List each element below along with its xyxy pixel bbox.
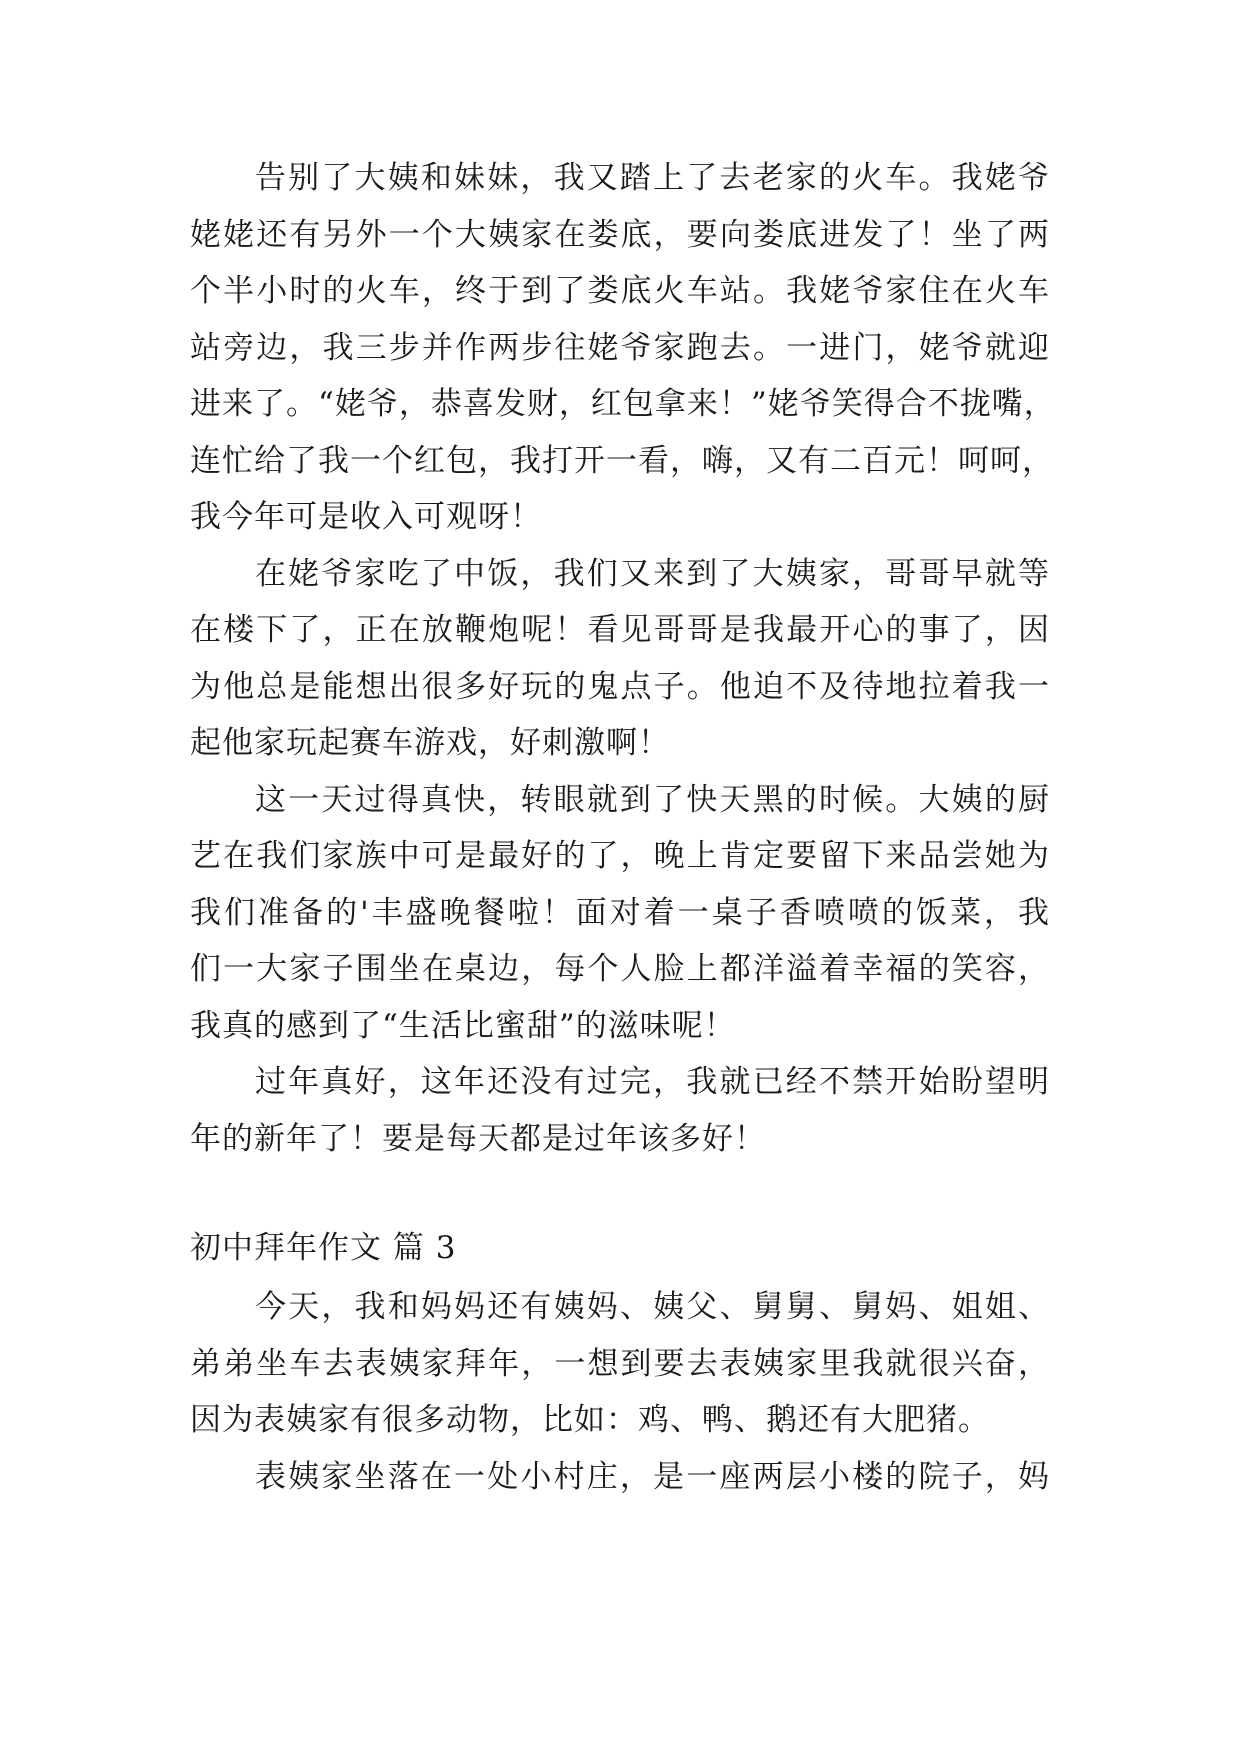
paragraph-3-line-5: 我真的感到了“生活比蜜甜”的滋味呢！ [190, 1008, 736, 1044]
paragraph-4-line-1: 过年真好，这年还没有过完，我就已经不禁开始盼望明 [255, 1064, 1050, 1100]
paragraph-1-line-2: 姥姥还有另外一个大姨家在娄底，要向娄底进发了！坐了两 [190, 217, 1050, 253]
paragraph-2-line-4: 起他家玩起赛车游戏，好刺激啊！ [190, 725, 670, 761]
paragraph-1-line-3: 个半小时的火车，终于到了娄底火车站。我姥爷家住在火车 [190, 273, 1050, 309]
paragraph-2-line-1: 在姥爷家吃了中饭，我们又来到了大姨家，哥哥早就等 [255, 556, 1050, 592]
paragraph-5-line-2: 弟弟坐车去表姨家拜年，一想到要去表姨家里我就很兴奋， [190, 1346, 1050, 1382]
paragraph-3-line-3: 我们准备的'丰盛晚餐啦！面对着一桌子香喷喷的饭菜，我 [190, 895, 1050, 931]
paragraph-1-line-1: 告别了大姨和妹妹，我又踏上了去老家的火车。我姥爷 [255, 160, 1050, 196]
paragraph-6-line-1: 表姨家坐落在一处小村庄，是一座两层小楼的院子，妈 [255, 1459, 1050, 1495]
paragraph-1-line-7: 我今年可是收入可观呀！ [190, 499, 542, 535]
paragraph-5-line-1: 今天，我和妈妈还有姨妈、姨父、舅舅、舅妈、姐姐、 [255, 1289, 1050, 1325]
paragraph-3-line-4: 们一大家子围坐在桌边，每个人脸上都洋溢着幸福的笑容， [190, 951, 1050, 987]
paragraph-1-line-5: 进来了。“姥爷，恭喜发财，红包拿来！”姥爷笑得合不拢嘴， [190, 386, 1056, 422]
paragraph-4-line-2: 年的新年了！要是每天都是过年该多好！ [190, 1121, 766, 1157]
paragraph-3-line-1: 这一天过得真快，转眼就到了快天黑的时候。大姨的厨 [255, 782, 1050, 818]
paragraph-1-line-6: 连忙给了我一个红包，我打开一看，嗨，又有二百元！呵呵， [190, 443, 1054, 479]
paragraph-1-line-4: 站旁边，我三步并作两步往姥爷家跑去。一进门，姥爷就迎 [190, 330, 1050, 366]
paragraph-3-line-2: 艺在我们家族中可是最好的了，晚上肯定要留下来品尝她为 [190, 838, 1050, 874]
paragraph-5-line-3: 因为表姨家有很多动物，比如：鸡、鸭、鹅还有大肥猪。 [190, 1402, 990, 1438]
section-heading: 初中拜年作文 篇 3 [190, 1230, 457, 1266]
paragraph-2-line-3: 为他总是能想出很多好玩的鬼点子。他迫不及待地拉着我一 [190, 669, 1050, 705]
paragraph-2-line-2: 在楼下了，正在放鞭炮呢！看见哥哥是我最开心的事了，因 [190, 612, 1050, 648]
